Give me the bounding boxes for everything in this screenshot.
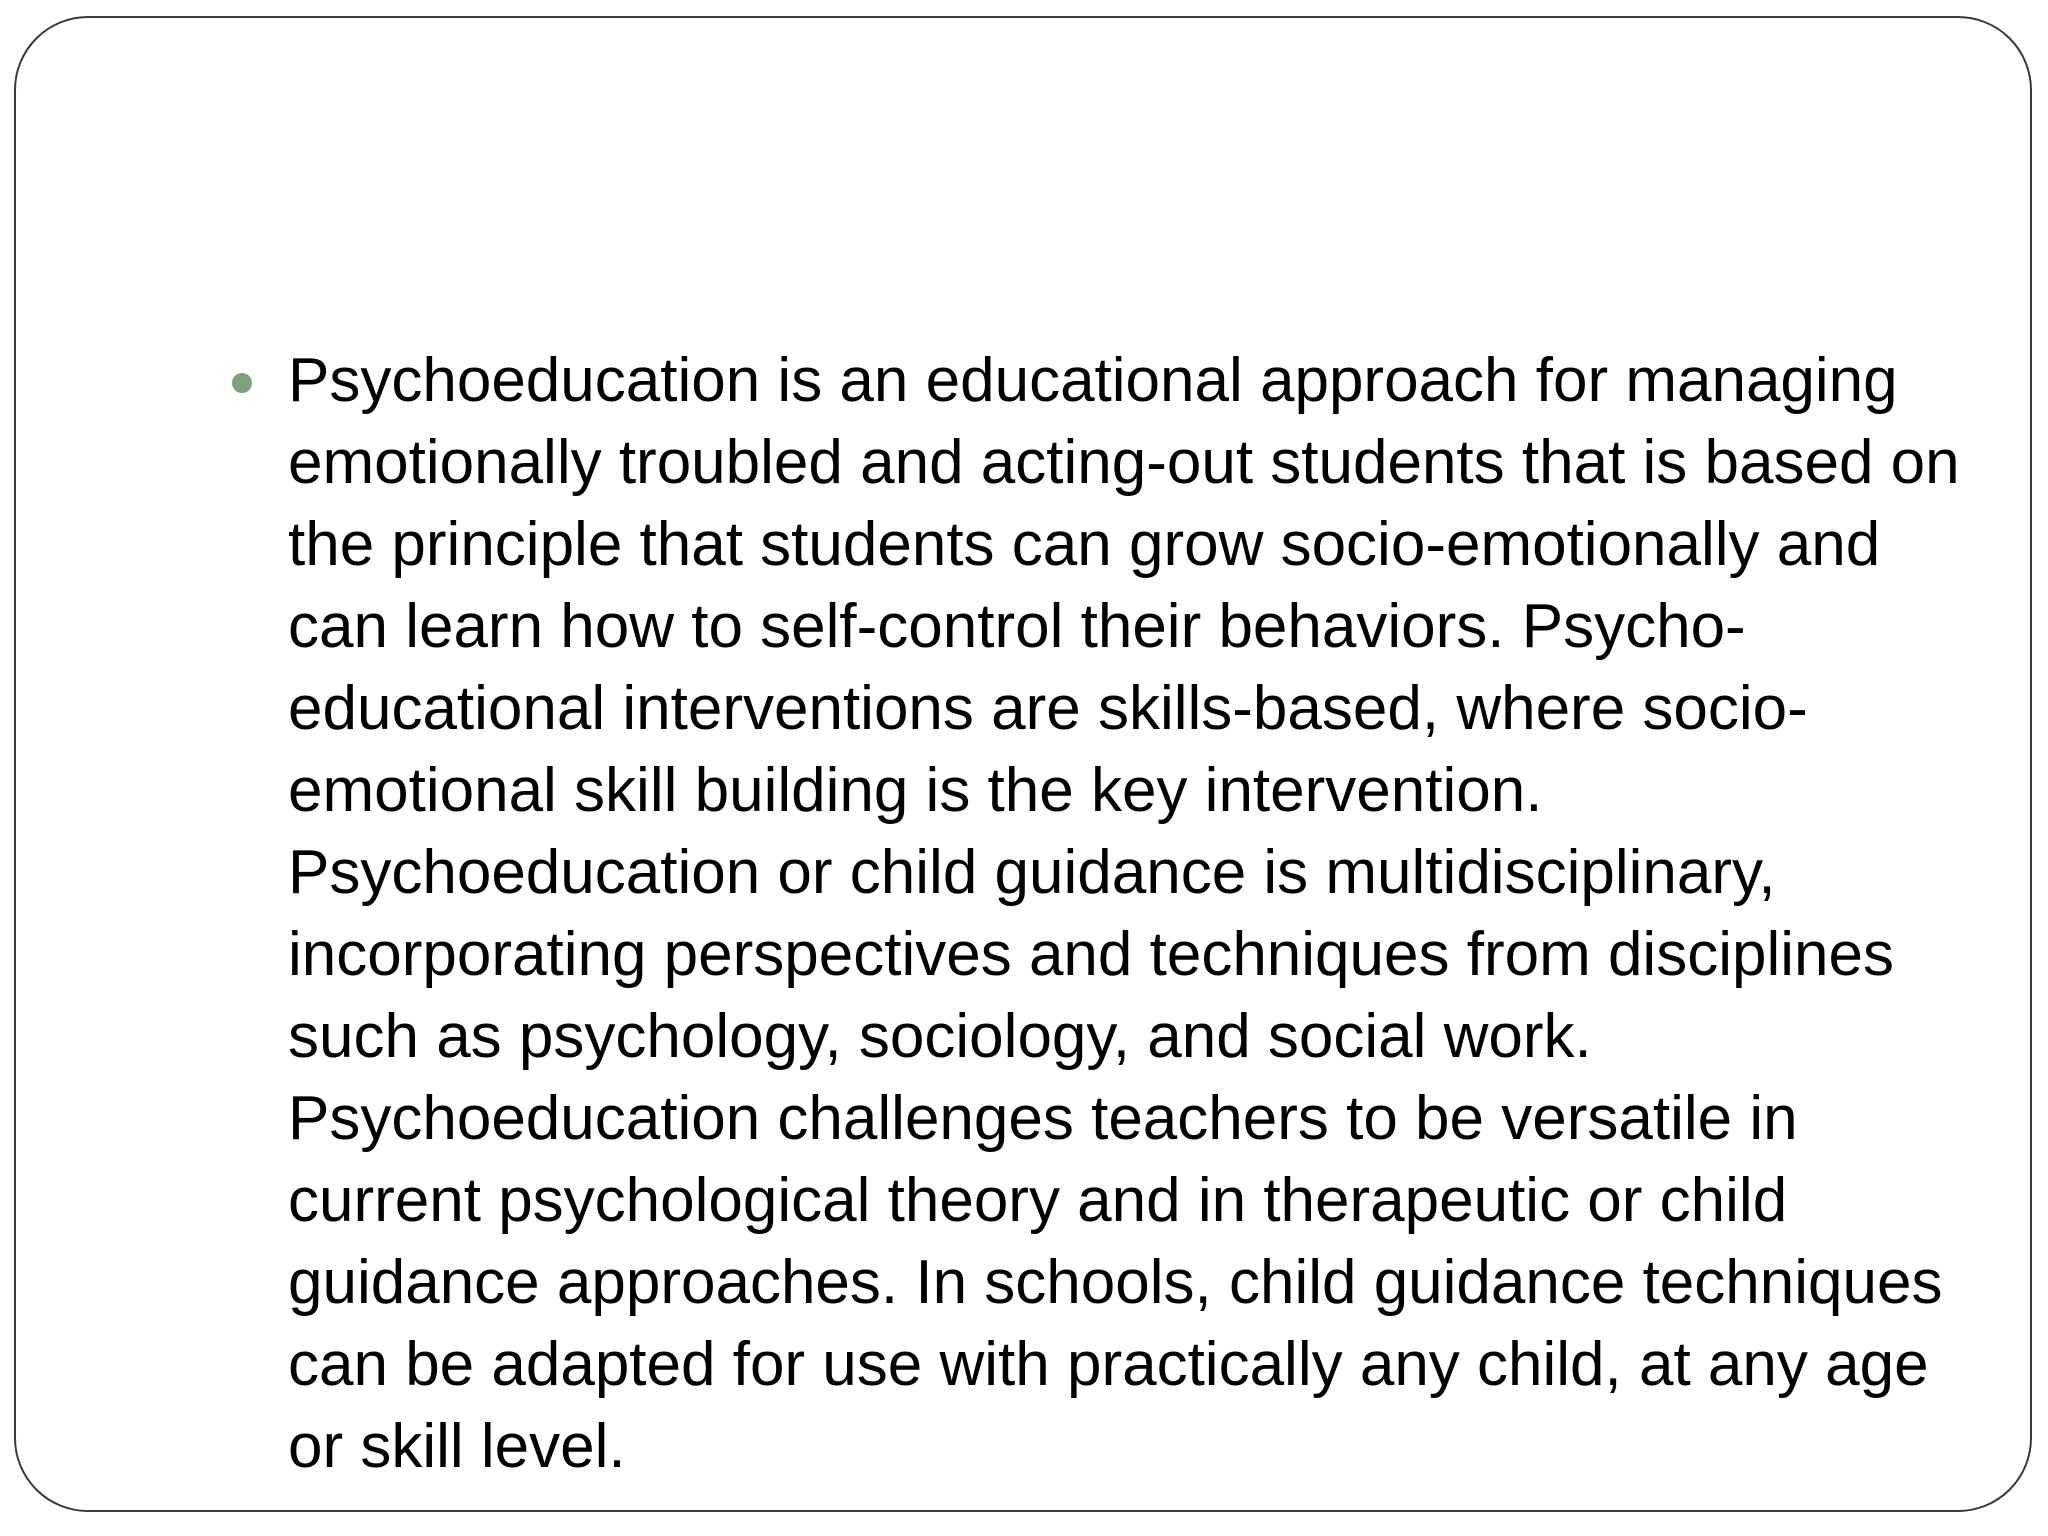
bullet-dot-icon [232,373,252,393]
bullet-text: Psychoeducation is an educational approach for managing emotionally troubled and acting-out students that is based on the principle that students can grow socio-emotionally and can learn how to self-control their behaviors. Psycho-educational interventions are skills-based, where socio-emotional skill building is the key intervention. Psychoeducation or child guidance is multidisciplinary, incorporating perspectives and techniques from disciplines such as psychology, sociology, and social work. Psychoeducation challenges teachers to be versatile in current psychological theory and in therapeutic or child guidance approaches. In schools, child guidance techniques can be adapted for use with practically any child, at any age or skill level. [288,346,1960,1481]
bullet-item [220,340,1960,1488]
slide-content [220,340,1960,1488]
